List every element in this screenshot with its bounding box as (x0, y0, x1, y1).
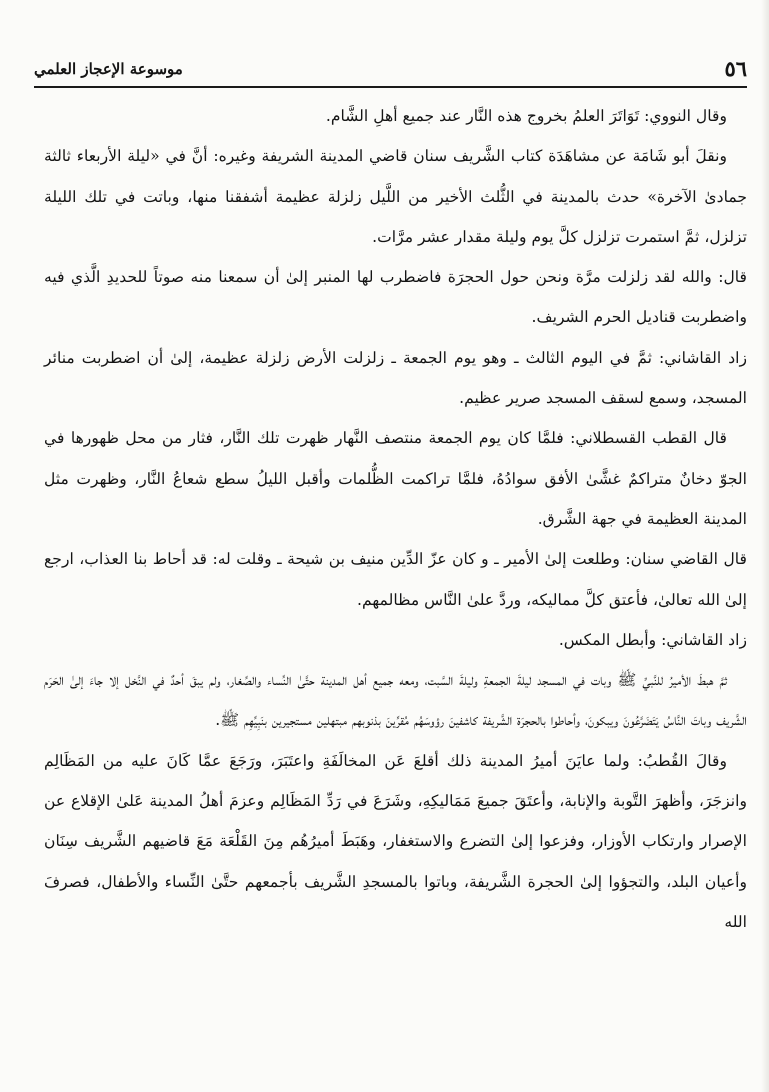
paragraph-amir-mosque: ثمَّ هبطَ الأميرُ للنَّبيِّ ﷺ وبات في المسجد ليلةَ الجمعةِ وليلةَ السَّبت، ومعه جميع أهل المدينة حتَّىٰ النِّساء والصِّغار، ولم يبقَ أحدٌ في النَّخل إلا جاءَ إلىٰ الحَرَم الشَّريف وباتَ النَّاسُ يَتَضَرَّعُونَ ويبكونَ، وأحاطوا بالحجرَة الشَّريفة كاشفينَ رؤوسَهُم مُقرِّينَ بذنوبهم مبتهلين مستجيرين بنَبِيِّهِم ﷺ. (44, 671, 747, 730)
paragraph-qutb-repentance: وقالَ القُطبُ: ولما عايَنَ أميرُ المدينة ذلك أقلعَ عَن المخالَفَةِ واعتَبَرَ، ورَجَعَ عمَّا كَانَ عليه من المَظَالِم وانزجَرَ، وأظهرَ التَّوبة والإنابة، وأعتَقَ جميعَ مَمَاليكِهِ، وشَرَعَ في رَدِّ المَظَالِم وعزمَ أهلُ المدينة عَلىٰ الإقلاع عن الإصرار وارتكاب الأوزار، وفزعوا إلىٰ التضرع والاستغفار، وهَبَطَ أميرُهُم مِنَ القَلْعَة مَعَ قاضيهم الشَّريف سِنَان وأعيان البلد، والتجؤوا إلىٰ الحجرة الشَّريفة، وباتوا بالمسجدِ الشَّريف بأجمعهم حتَّىٰ النِّساء والأطفال، فصرفَ الله (44, 751, 747, 931)
page-edge-shadow (761, 0, 769, 1092)
paragraph-qadi-sinan: قال القاضي سنان: وطلعت إلىٰ الأمير ـ و كان عزّ الدِّين منيف بن شيحة ـ وقلت له: قد أحاط بنا العذاب، ارجع إلىٰ الله تعالىٰ، فأعتق كلَّ مماليكه، وردَّ علىٰ النَّاس مظالمهم. (44, 550, 747, 609)
paragraph-abu-shama: ونقلَ أبو شَامَة عن مشاهَدَة كتاب الشَّريف سنان قاضي المدينة الشريفة وغيره: أنَّ في «ليلة الأربعاء ثالثة جمادىٰ الآخرة» حدث بالمدينة في الثُّلث الأخير من اللَّيل زلزلة عظيمة أشفقنا منها، وباتت في تلك الليلة تزلزل، ثمَّ استمرت تزلزل كلَّ يوم وليلة مقدار عشر مرَّات. (44, 147, 747, 246)
page-header (34, 52, 747, 84)
paragraph-maks: زاد القاشاني: وأبطل المكس. (558, 630, 747, 649)
paragraph-qastallani: قال القطب القسطلاني: فلمَّا كان يوم الجمعة منتصف النَّهار ظهرت تلك النَّار، فثار من محل ظهورها في الجوّ دخانٌ متراكمٌ غشَّىٰ الأفق سوادُهُ، فلمَّا تراكمت الظُّلمات وأقبل الليلُ سطع شعاعُ النَّار، وظهرت مثل المدينة العظيمة في جهة الشَّرق. (44, 429, 747, 528)
header-divider (34, 86, 747, 88)
paragraph-minbar: قال: والله لقد زلزلت مرَّة ونحن حول الحجرَة فاضطرب لها المنبر إلىٰ أن سمعنا منه صوتاً للحديدِ الَّذي فيه واضطربت قناديل الحرم الشريف. (44, 268, 747, 327)
page-number: ٥٦ (724, 56, 747, 81)
book-title: موسوعة الإعجاز العلمي (34, 60, 183, 78)
paragraph-qashani-friday: زاد القاشاني: ثمَّ في اليوم الثالث ـ وهو يوم الجمعة ـ زلزلت الأرض زلزلة عظيمة، إلىٰ أن اضطربت منائر المسجد، وسمع لسقف المسجد صرير عظيم. (44, 348, 747, 408)
body-text (44, 96, 747, 942)
paragraph-nawawi: وقال النووي: تَوَاتَرَ العلمُ بخروج هذه النَّار عند جميع أهلِ الشَّام. (325, 107, 727, 125)
